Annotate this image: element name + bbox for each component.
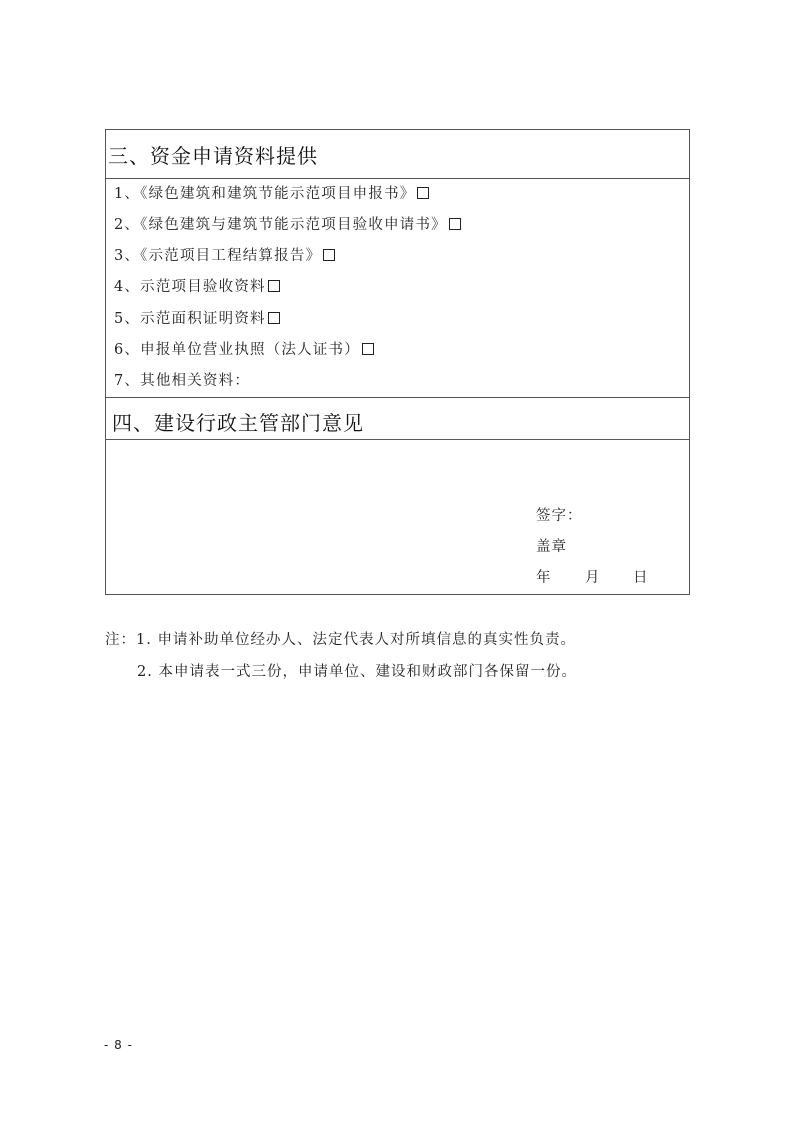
seal-label: 盖章 xyxy=(536,539,567,555)
item-label: 1、《绿色建筑和建筑节能示范项目申报书》 xyxy=(114,186,416,202)
note-prefix: 注： xyxy=(105,632,136,648)
note-line-1 xyxy=(105,628,576,649)
row-divider xyxy=(106,397,689,398)
item-label: 4、示范项目验收资料 xyxy=(114,279,266,295)
checkbox[interactable] xyxy=(362,343,374,355)
date-month-label: 月 xyxy=(585,570,601,586)
application-table xyxy=(105,129,690,595)
date-day-label: 日 xyxy=(633,570,649,586)
checkbox[interactable] xyxy=(323,249,335,261)
row-divider xyxy=(106,178,689,179)
date-year-label: 年 xyxy=(536,570,552,586)
list-item-5 xyxy=(114,307,280,328)
checkbox[interactable] xyxy=(268,280,280,292)
item-label: 5、示范面积证明资料 xyxy=(114,311,266,327)
section-3-title: 三、资金申请资料提供 xyxy=(108,144,318,168)
page-number: - 8 - xyxy=(104,1038,133,1052)
item-label: 6、申报单位营业执照（法人证书） xyxy=(114,342,360,358)
checkbox[interactable] xyxy=(268,312,280,324)
note-line-2: 2. 本申请表一式三份，申请单位、建设和财政部门各保留一份。 xyxy=(137,664,577,680)
list-item-6 xyxy=(114,338,374,359)
list-item-2 xyxy=(114,213,461,234)
item-label: 7、其他相关资料： xyxy=(114,373,251,389)
list-item-4 xyxy=(114,275,280,296)
signature-label: 签字： xyxy=(536,508,583,524)
item-label: 2、《绿色建筑与建筑节能示范项目验收申请书》 xyxy=(114,217,447,233)
list-item-3 xyxy=(114,244,335,265)
item-label: 3、《示范项目工程结算报告》 xyxy=(114,248,322,264)
list-item-1 xyxy=(114,182,429,203)
checkbox[interactable] xyxy=(417,187,429,199)
section-4-title: 四、建设行政主管部门意见 xyxy=(112,411,364,435)
row-divider xyxy=(106,439,689,440)
list-item-7 xyxy=(114,369,250,390)
checkbox[interactable] xyxy=(449,218,461,230)
note-text: 1. 申请补助单位经办人、法定代表人对所填信息的真实性负责。 xyxy=(136,632,576,648)
